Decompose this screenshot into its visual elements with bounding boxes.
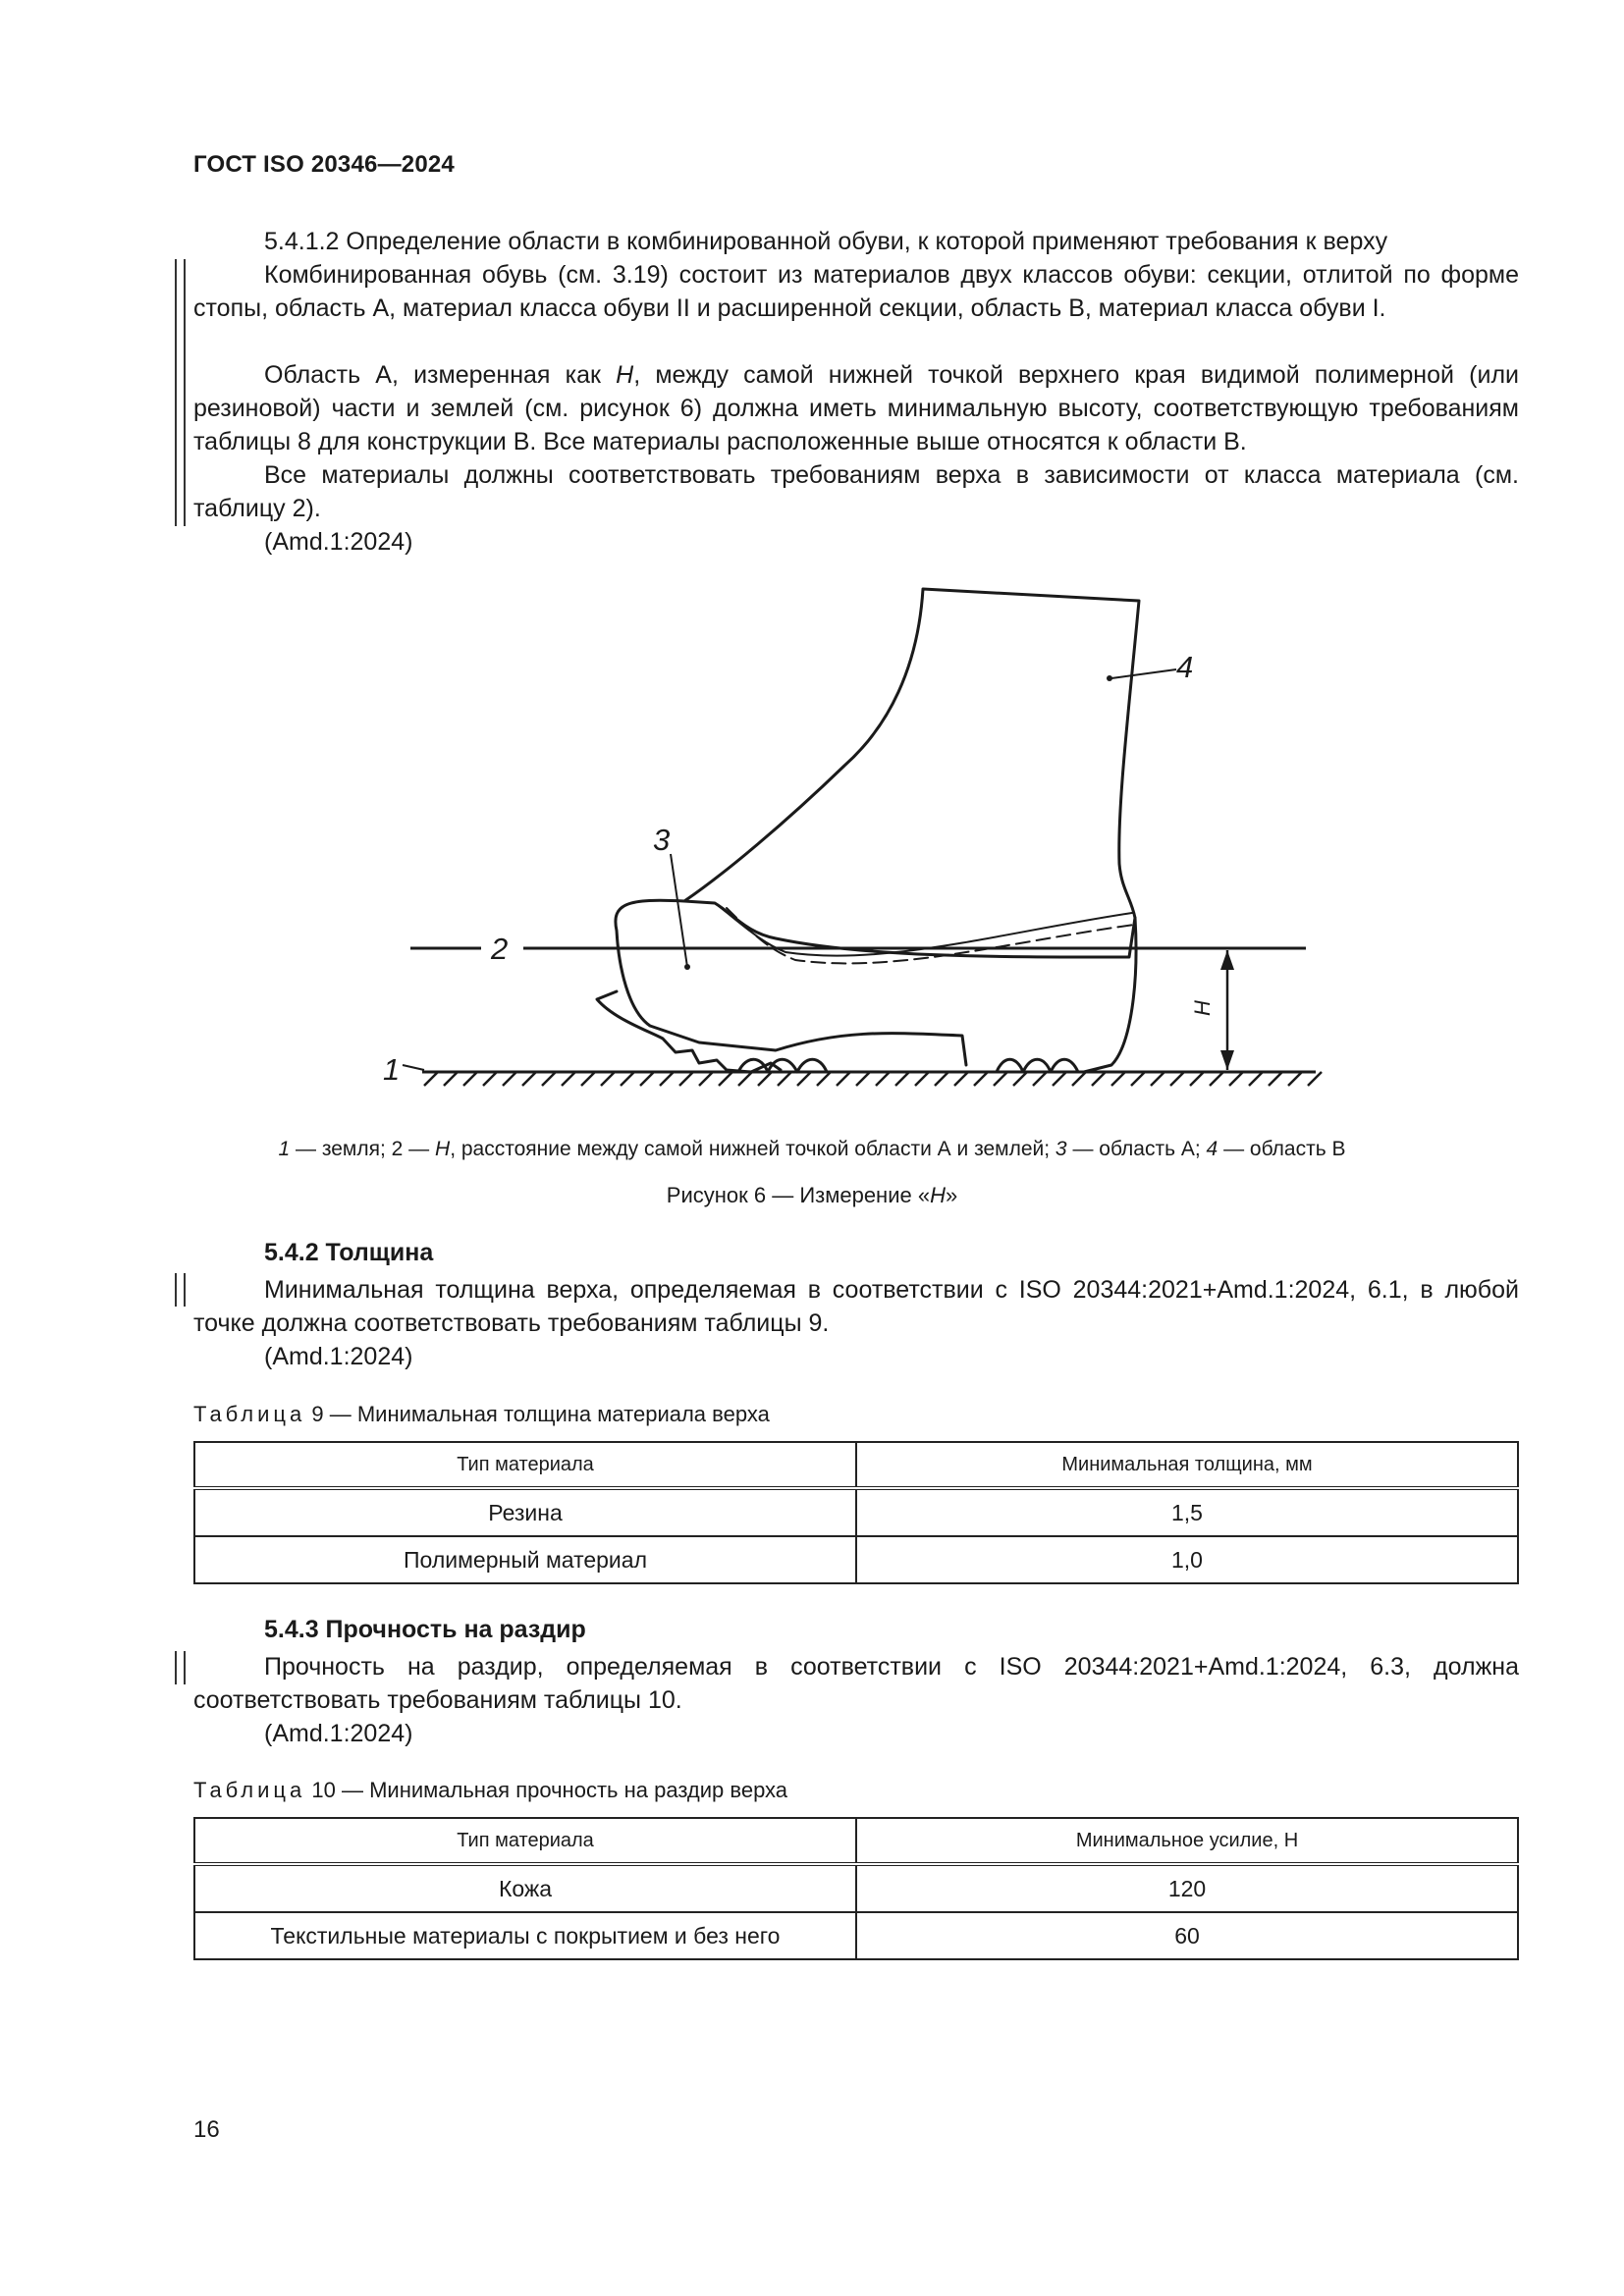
- ground-hatch-mark: [876, 1072, 890, 1086]
- ground-hatch-mark: [503, 1072, 516, 1086]
- ground-hatch-mark: [856, 1072, 870, 1086]
- ground-hatch-mark: [1131, 1072, 1145, 1086]
- page-number: 16: [193, 2116, 220, 2143]
- paragraph-thickness: Минимальная толщина верха, определяемая в соответствии с ISO 20344:2021+Amd.1:2024, 6.1, в любой точке должна соответствовать требованиям таблицы 9.: [193, 1276, 1519, 1337]
- ground-hatch-mark: [562, 1072, 575, 1086]
- ground-hatch-mark: [444, 1072, 458, 1086]
- ground-hatch-mark: [1111, 1072, 1125, 1086]
- table-cell: 1,5: [856, 1488, 1518, 1536]
- ground-hatch-mark: [679, 1072, 693, 1086]
- ground-hatch-mark: [1072, 1072, 1086, 1086]
- ground-hatch-mark: [1092, 1072, 1106, 1086]
- document-code-header: ГОСТ ISO 20346—2024: [193, 151, 455, 178]
- table-header-cell: Минимальное усилие, Н: [856, 1818, 1518, 1864]
- ground-hatch-mark: [699, 1072, 713, 1086]
- ground-hatch-mark: [738, 1072, 752, 1086]
- ground-hatch-mark: [797, 1072, 811, 1086]
- ground-hatch-mark: [483, 1072, 497, 1086]
- ground-hatch-mark: [895, 1072, 909, 1086]
- table-cell: 1,0: [856, 1536, 1518, 1583]
- ground-hatch-mark: [522, 1072, 536, 1086]
- ground-hatch-mark: [542, 1072, 556, 1086]
- table-cell: Текстильные материалы с покрытием и без него: [194, 1912, 856, 1959]
- figure-label-h: H: [1190, 1000, 1215, 1016]
- boot-shaft-outline: [684, 589, 1139, 957]
- ground-hatch-mark: [463, 1072, 477, 1086]
- boot-heel-outline: [1084, 918, 1136, 1072]
- table-cell: Кожа: [194, 1864, 856, 1912]
- h-arrow-top: [1220, 950, 1234, 970]
- table-10-caption: Таблица 10 — Минимальная прочность на раздир верха: [193, 1778, 788, 1802]
- boot-sole-ridges: [738, 1059, 1078, 1072]
- ground-hatch-mark: [1170, 1072, 1184, 1086]
- ground-hatch-mark: [1308, 1072, 1322, 1086]
- ground-hatch-mark: [817, 1072, 831, 1086]
- label-4-leader: [1111, 669, 1176, 678]
- figure-label-2: 2: [491, 932, 509, 966]
- figure-label-4: 4: [1176, 650, 1194, 684]
- figure-6-caption: Рисунок 6 — Измерение «H»: [666, 1183, 958, 1207]
- ground-hatch-mark: [1229, 1072, 1243, 1086]
- ground-hatch-mark: [974, 1072, 988, 1086]
- table-header-cell: Тип материала: [194, 1818, 856, 1864]
- table-cell: Полимерный материал: [194, 1536, 856, 1583]
- h-arrow-bottom: [1220, 1050, 1234, 1070]
- paragraph-area-a: Область А, измеренная как H, между самой нижней точкой верхнего края видимой полимерной (или резиновой) части и землей (см. рисунок 6) должна иметь минимальную высоту, соответствующую требованиям таблицы 8 для конструкции В. Все материалы расположенные выше относятся к области В.: [193, 361, 1519, 455]
- table-row: [194, 1536, 1518, 1583]
- ground-hatch-mark: [621, 1072, 634, 1086]
- ground-hatch-mark: [758, 1072, 772, 1086]
- ground-hatch-mark: [1269, 1072, 1282, 1086]
- table-cell: 60: [856, 1912, 1518, 1959]
- amendment-note: (Amd.1:2024): [264, 1720, 413, 1747]
- table-row: [194, 1864, 1518, 1912]
- amendment-note: (Amd.1:2024): [264, 1343, 413, 1370]
- paragraph-tear-strength: Прочность на раздир, определяемая в соответствии с ISO 20344:2021+Amd.1:2024, 6.3, должна соответствовать требованиям таблицы 10.: [193, 1653, 1519, 1714]
- table-header-row: [194, 1818, 1518, 1864]
- ground-hatch-mark: [1249, 1072, 1263, 1086]
- figure-label-3: 3: [653, 823, 671, 857]
- ground-hatch-mark: [424, 1072, 438, 1086]
- variable-h: H: [616, 361, 634, 389]
- section-5-4-2-heading: 5.4.2 Толщина: [264, 1239, 434, 1266]
- ground-hatch-mark: [1033, 1072, 1047, 1086]
- paragraph-all-materials: Все материалы должны соответствовать требованиям верха в зависимости от класса материала (см. таблицу 2).: [193, 461, 1519, 522]
- section-5-4-3-heading: 5.4.3 Прочность на раздир: [264, 1616, 586, 1643]
- ground-hatch-mark: [719, 1072, 732, 1086]
- table-cell: 120: [856, 1864, 1518, 1912]
- section-5-4-1-2-heading: 5.4.1.2 Определение области в комбинированной обуви, к которой применяют требования к верху: [264, 228, 1388, 255]
- ground-hatch-mark: [660, 1072, 674, 1086]
- table-header-cell: Минимальная толщина, мм: [856, 1442, 1518, 1488]
- change-bar: [175, 1273, 186, 1307]
- table-10: [193, 1817, 1519, 1960]
- paragraph-combined-footwear: Комбинированная обувь (см. 3.19) состоит из материалов двух классов обуви: секции, отлитой по форме стопы, область А, материал класса обуви II и расширенной секции, область В, материал класса обуви I.: [193, 261, 1519, 322]
- ground-hatch-mark: [1151, 1072, 1164, 1086]
- table-header-row: [194, 1442, 1518, 1488]
- ground-hatch-mark: [1210, 1072, 1223, 1086]
- ground-hatch-mark: [935, 1072, 948, 1086]
- ground-hatch-mark: [915, 1072, 929, 1086]
- change-bar: [175, 1651, 186, 1684]
- ground-hatch-mark: [778, 1072, 791, 1086]
- figure-label-1: 1: [383, 1052, 401, 1087]
- ground-hatch-mark: [994, 1072, 1007, 1086]
- table-9-caption: Таблица 9 — Минимальная толщина материала верха: [193, 1402, 770, 1426]
- ground-hatch-mark: [1013, 1072, 1027, 1086]
- table-9: [193, 1441, 1519, 1584]
- ground-hatch-mark: [581, 1072, 595, 1086]
- ground-hatch-mark: [954, 1072, 968, 1086]
- table-cell: Резина: [194, 1488, 856, 1536]
- ground-hatch-mark: [837, 1072, 850, 1086]
- table-header-cell: Тип материала: [194, 1442, 856, 1488]
- table-row: [194, 1912, 1518, 1959]
- table-row: [194, 1488, 1518, 1536]
- label-3-leader: [671, 854, 687, 967]
- figure-6-legend: 1 — земля; 2 — H, расстояние между самой нижней точкой области А и землей; 3 — область А; 4 — область В: [278, 1138, 1346, 1160]
- ground-hatch-mark: [1053, 1072, 1066, 1086]
- boot-toe-outline: [616, 900, 966, 1065]
- ground-hatch-mark: [1190, 1072, 1204, 1086]
- ground-hatch-mark: [640, 1072, 654, 1086]
- amendment-note: (Amd.1:2024): [264, 528, 413, 556]
- ground-hatch-mark: [1288, 1072, 1302, 1086]
- ground-hatch-mark: [601, 1072, 615, 1086]
- label-1-leader: [403, 1065, 424, 1070]
